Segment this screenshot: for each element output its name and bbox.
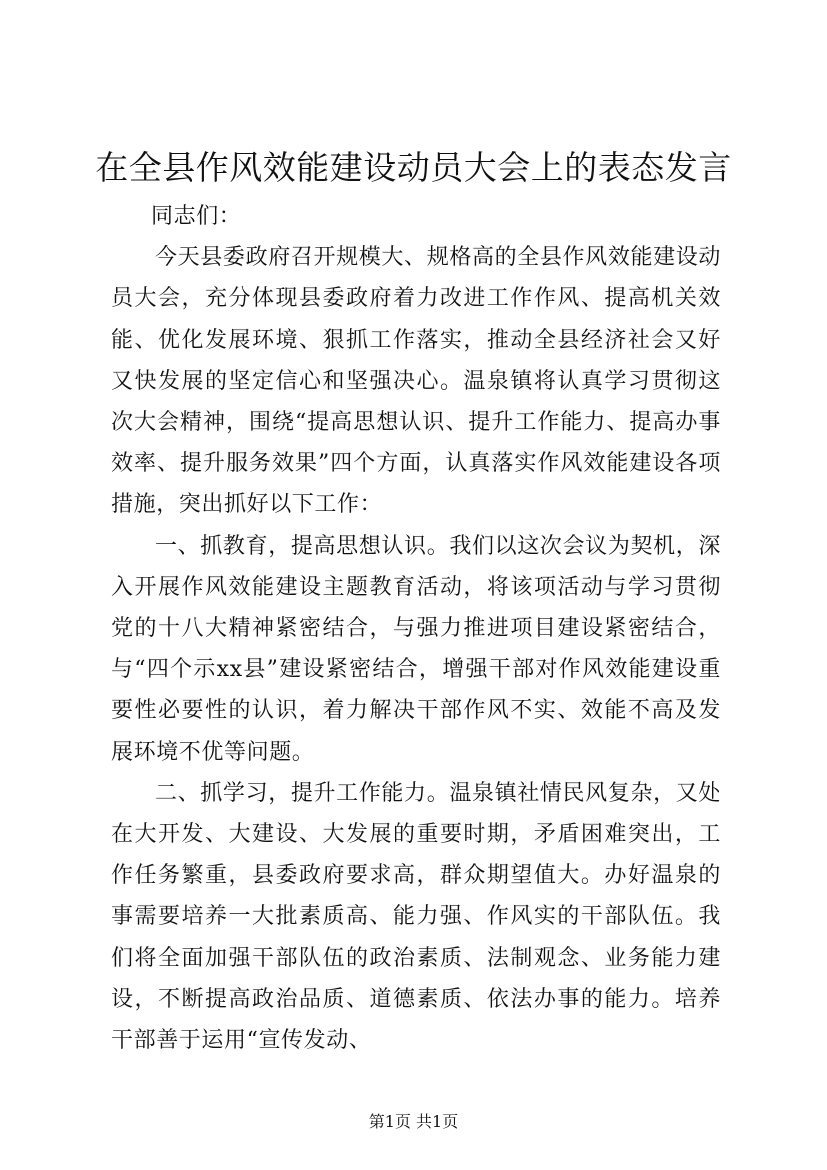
salutation: 同志们： [151, 204, 242, 229]
document-title: 在全县作风效能建设动员大会上的表态发言 [95, 148, 732, 187]
page-indicator: 第1页 共1页 [368, 1112, 459, 1131]
paragraph-section-1: 一、抓教育，提高思想认识。我们以这次会议为契机，深入开展作风效能建设主题教育活动，将该项活动与学习贯彻党的十八大精神紧密结合，与强力推进项目建设紧密结合，与“四个示xx县”建设紧密结合，增强干部对作风效能建设重要性必要性的认识，着力解决干部作风不实、效能不高及发展环境不优等问题。 [111, 533, 721, 765]
page-footer [0, 1111, 827, 1133]
paragraph-intro: 今天县委政府召开规模大、规格高的全县作风效能建设动员大会，充分体现县委政府着力改进工作作风、提高机关效能、优化发展环境、狠抓工作落实，推动全县经济社会又好又快发展的坚定信心和坚强决心。温泉镇将认真学习贯彻这次大会精神，围绕“提高思想认识、提升工作能力、提高办事效率、提升服务效果”四个方面，认真落实作风效能建设各项措施，突出抓好以下工作： [111, 245, 721, 518]
document-body [111, 196, 721, 1061]
paragraph-section-2: 二、抓学习，提升工作能力。温泉镇社情民风复杂，又处在大开发、大建设、大发展的重要时期，矛盾困难突出，工作任务繁重，县委政府要求高，群众期望值大。办好温泉的事需要培养一大批素质高、能力强、作风实的干部队伍。我们将全面加强干部队伍的政治素质、法制观念、业务能力建设，不断提高政治品质、道德素质、依法办事的能力。培养干部善于运用“宣传发动、 [111, 780, 721, 1054]
